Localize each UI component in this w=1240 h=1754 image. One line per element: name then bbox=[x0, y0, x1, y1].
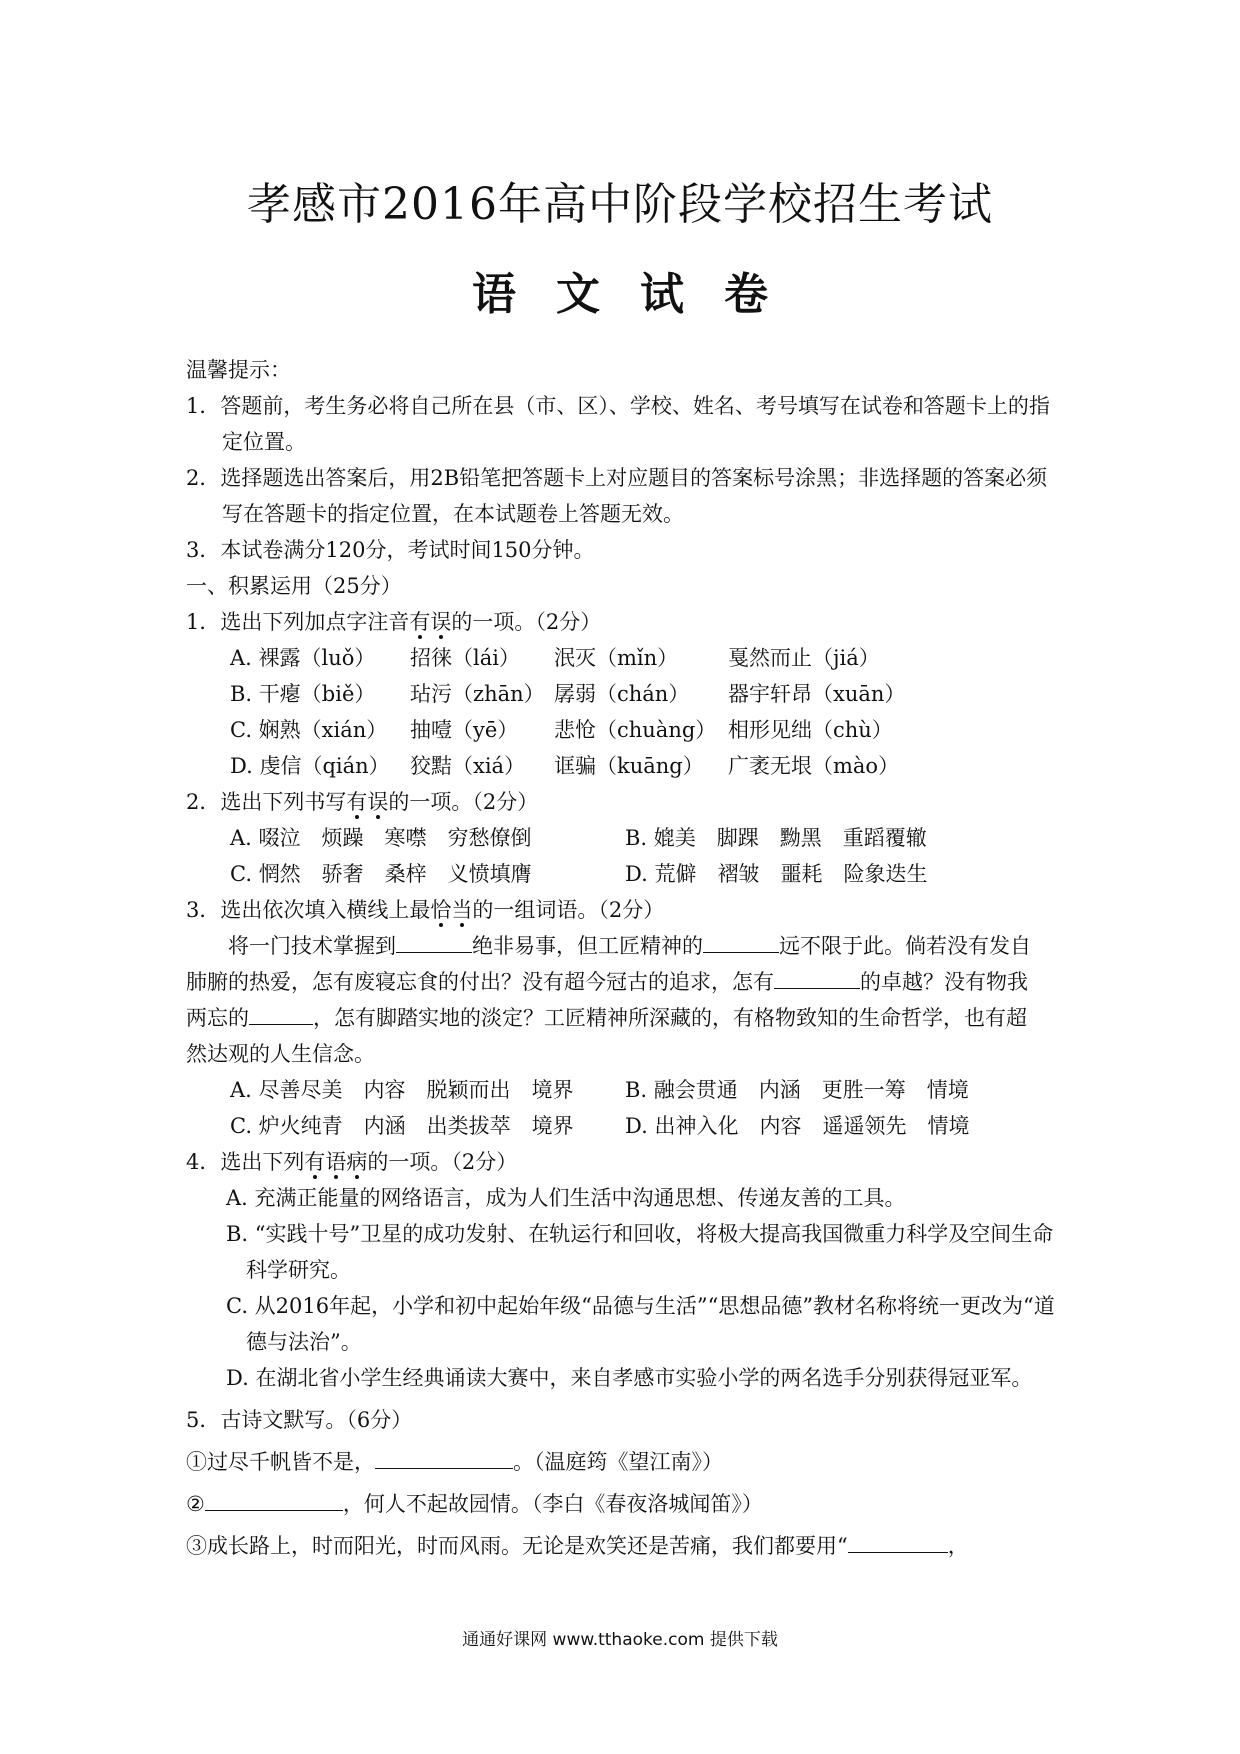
question-4-option: A. 充满正能量的网络语言，成为人们生活中沟通思想、传递友善的工具。 bbox=[226, 1186, 906, 1210]
question-4-option: B. “实践十号”卫星的成功发射、在轨运行和回收，将极大提高我国微重力科学及空间生命科学研究。 bbox=[226, 1222, 1054, 1282]
emphasis-dot: 误 bbox=[367, 790, 389, 814]
emphasis-dot: 有 bbox=[304, 1150, 326, 1174]
question-5-line: ①过尽千帆皆不是， 。（温庭筠《望江南》） bbox=[186, 1450, 723, 1474]
answer-blank bbox=[249, 1004, 313, 1025]
tips-heading: 温馨提示： bbox=[186, 358, 291, 382]
section-heading: 一、积累运用（25分） bbox=[186, 574, 402, 598]
answer-blank bbox=[703, 932, 779, 953]
answer-blank bbox=[848, 1532, 948, 1553]
emphasis-dot: 有 bbox=[346, 790, 368, 814]
question-4-option: D. 在湖北省小学生经典诵读大赛中，来自孝感市实验小学的两名选手分别获得冠亚军。 bbox=[226, 1366, 1033, 1390]
question-4-option: C. 从2016年起，小学和初中起始年级“品德与生活”“思想品德”教材名称将统一更改为“道德与法治”。 bbox=[226, 1294, 1055, 1354]
question-2-option: A. 啜泣 烦躁 寒噤 穷愁僚倒 B. 媲美 脚踝 黝黑 重蹈覆辙 bbox=[230, 826, 927, 850]
question-3-passage: 将一门技术掌握到 绝非易事，但工匠精神的 远不限于此。倘若没有发自 bbox=[228, 934, 1031, 958]
emphasis-dot: 当 bbox=[451, 898, 473, 922]
emphasis-dot: 有 bbox=[409, 610, 431, 634]
subtitle-char: 语 bbox=[472, 269, 516, 320]
tip-item: 3．本试卷满分120分，考试时间150分钟。 bbox=[186, 538, 595, 562]
question-3-passage: 两忘的 ，怎有脚踏实地的淡定？工匠精神所深藏的，有格物致知的生命哲学，也有超 bbox=[186, 1006, 1027, 1030]
emphasis-dot: 误 bbox=[430, 610, 452, 634]
question-3-passage: 肺腑的热爱，怎有废寝忘食的付出？没有超今冠古的追求，怎有 的卓越？没有物我 bbox=[186, 970, 1028, 994]
answer-blank bbox=[375, 1448, 513, 1469]
answer-blank bbox=[396, 932, 472, 953]
subtitle-char: 试 bbox=[640, 269, 684, 320]
question-3-option: A. 尽善尽美 内容 脱颖而出 境界 B. 融会贯通 内涵 更胜一筹 情境 bbox=[230, 1078, 969, 1102]
exam-title: 孝感市2016年高中阶段学校招生考试 bbox=[247, 179, 993, 230]
exam-content bbox=[186, 352, 1066, 1564]
question-5-stem: 5．古诗文默写。（6分） bbox=[186, 1408, 413, 1432]
question-1-stem: 1．选出下列加点字注音有误的一项。（2分） bbox=[186, 610, 602, 634]
emphasis-dot: 病 bbox=[346, 1150, 368, 1174]
emphasis-dot: 语 bbox=[325, 1150, 347, 1174]
exam-subtitle bbox=[0, 258, 1240, 322]
question-3-stem: 3．选出依次填入横线上最恰当的一组词语。（2分） bbox=[186, 898, 665, 922]
answer-blank bbox=[774, 968, 860, 989]
answer-blank bbox=[205, 1490, 343, 1511]
emphasis-dot: 恰 bbox=[430, 898, 452, 922]
question-3-passage: 然达观的人生信念。 bbox=[186, 1042, 375, 1066]
question-1-option: D. 虔信（qián） 狡黠（xiá） 诓骗（kuāng） 广袤无垠（mào） bbox=[230, 754, 900, 778]
question-5-line: ③成长路上，时而阳光，时而风雨。无论是欢笑还是苦痛，我们都要用“ ， bbox=[186, 1534, 969, 1558]
question-5-line: ② ，何人不起故园情。（李白《春夜洛城闻笛》） bbox=[186, 1492, 763, 1516]
question-3-option: C. 炉火纯青 内涵 出类拔萃 境界 D. 出神入化 内容 遥遥领先 情境 bbox=[230, 1114, 970, 1138]
tip-item: 2．选择题选出答案后，用2B铅笔把答题卡上对应题目的答案标号涂黑；非选择题的答案必须写在答题卡的指定位置，在本试题卷上答题无效。 bbox=[186, 466, 1048, 526]
question-2-option: C. 惘然 骄奢 桑梓 义愤填膺 D. 荒僻 褶皱 噩耗 险象迭生 bbox=[230, 862, 928, 886]
question-1-option: B. 干瘪（biě） 玷污（zhān） 孱弱（chán） 器宇轩昂（xuān） bbox=[230, 682, 906, 706]
question-4-stem: 4．选出下列有语病的一项。（2分） bbox=[186, 1150, 518, 1174]
question-1-option: C. 娴熟（xián） 抽噎（yē） 悲怆（chuàng） 相形见绌（chù） bbox=[230, 718, 893, 742]
question-1-option: A. 裸露（luǒ） 招徕（lái） 泯灭（mǐn） 戛然而止（jiá） bbox=[230, 646, 880, 670]
question-2-stem: 2．选出下列书写有误的一项。（2分） bbox=[186, 790, 539, 814]
footer-watermark: 通通好课网 www.tthaoke.com 提供下载 bbox=[462, 1630, 778, 1650]
subtitle-char: 文 bbox=[556, 269, 600, 320]
subtitle-char: 卷 bbox=[724, 269, 768, 320]
tip-item: 1．答题前，考生务必将自己所在县（市、区）、学校、姓名、考号填写在试卷和答题卡上的指定位置。 bbox=[186, 394, 1050, 454]
